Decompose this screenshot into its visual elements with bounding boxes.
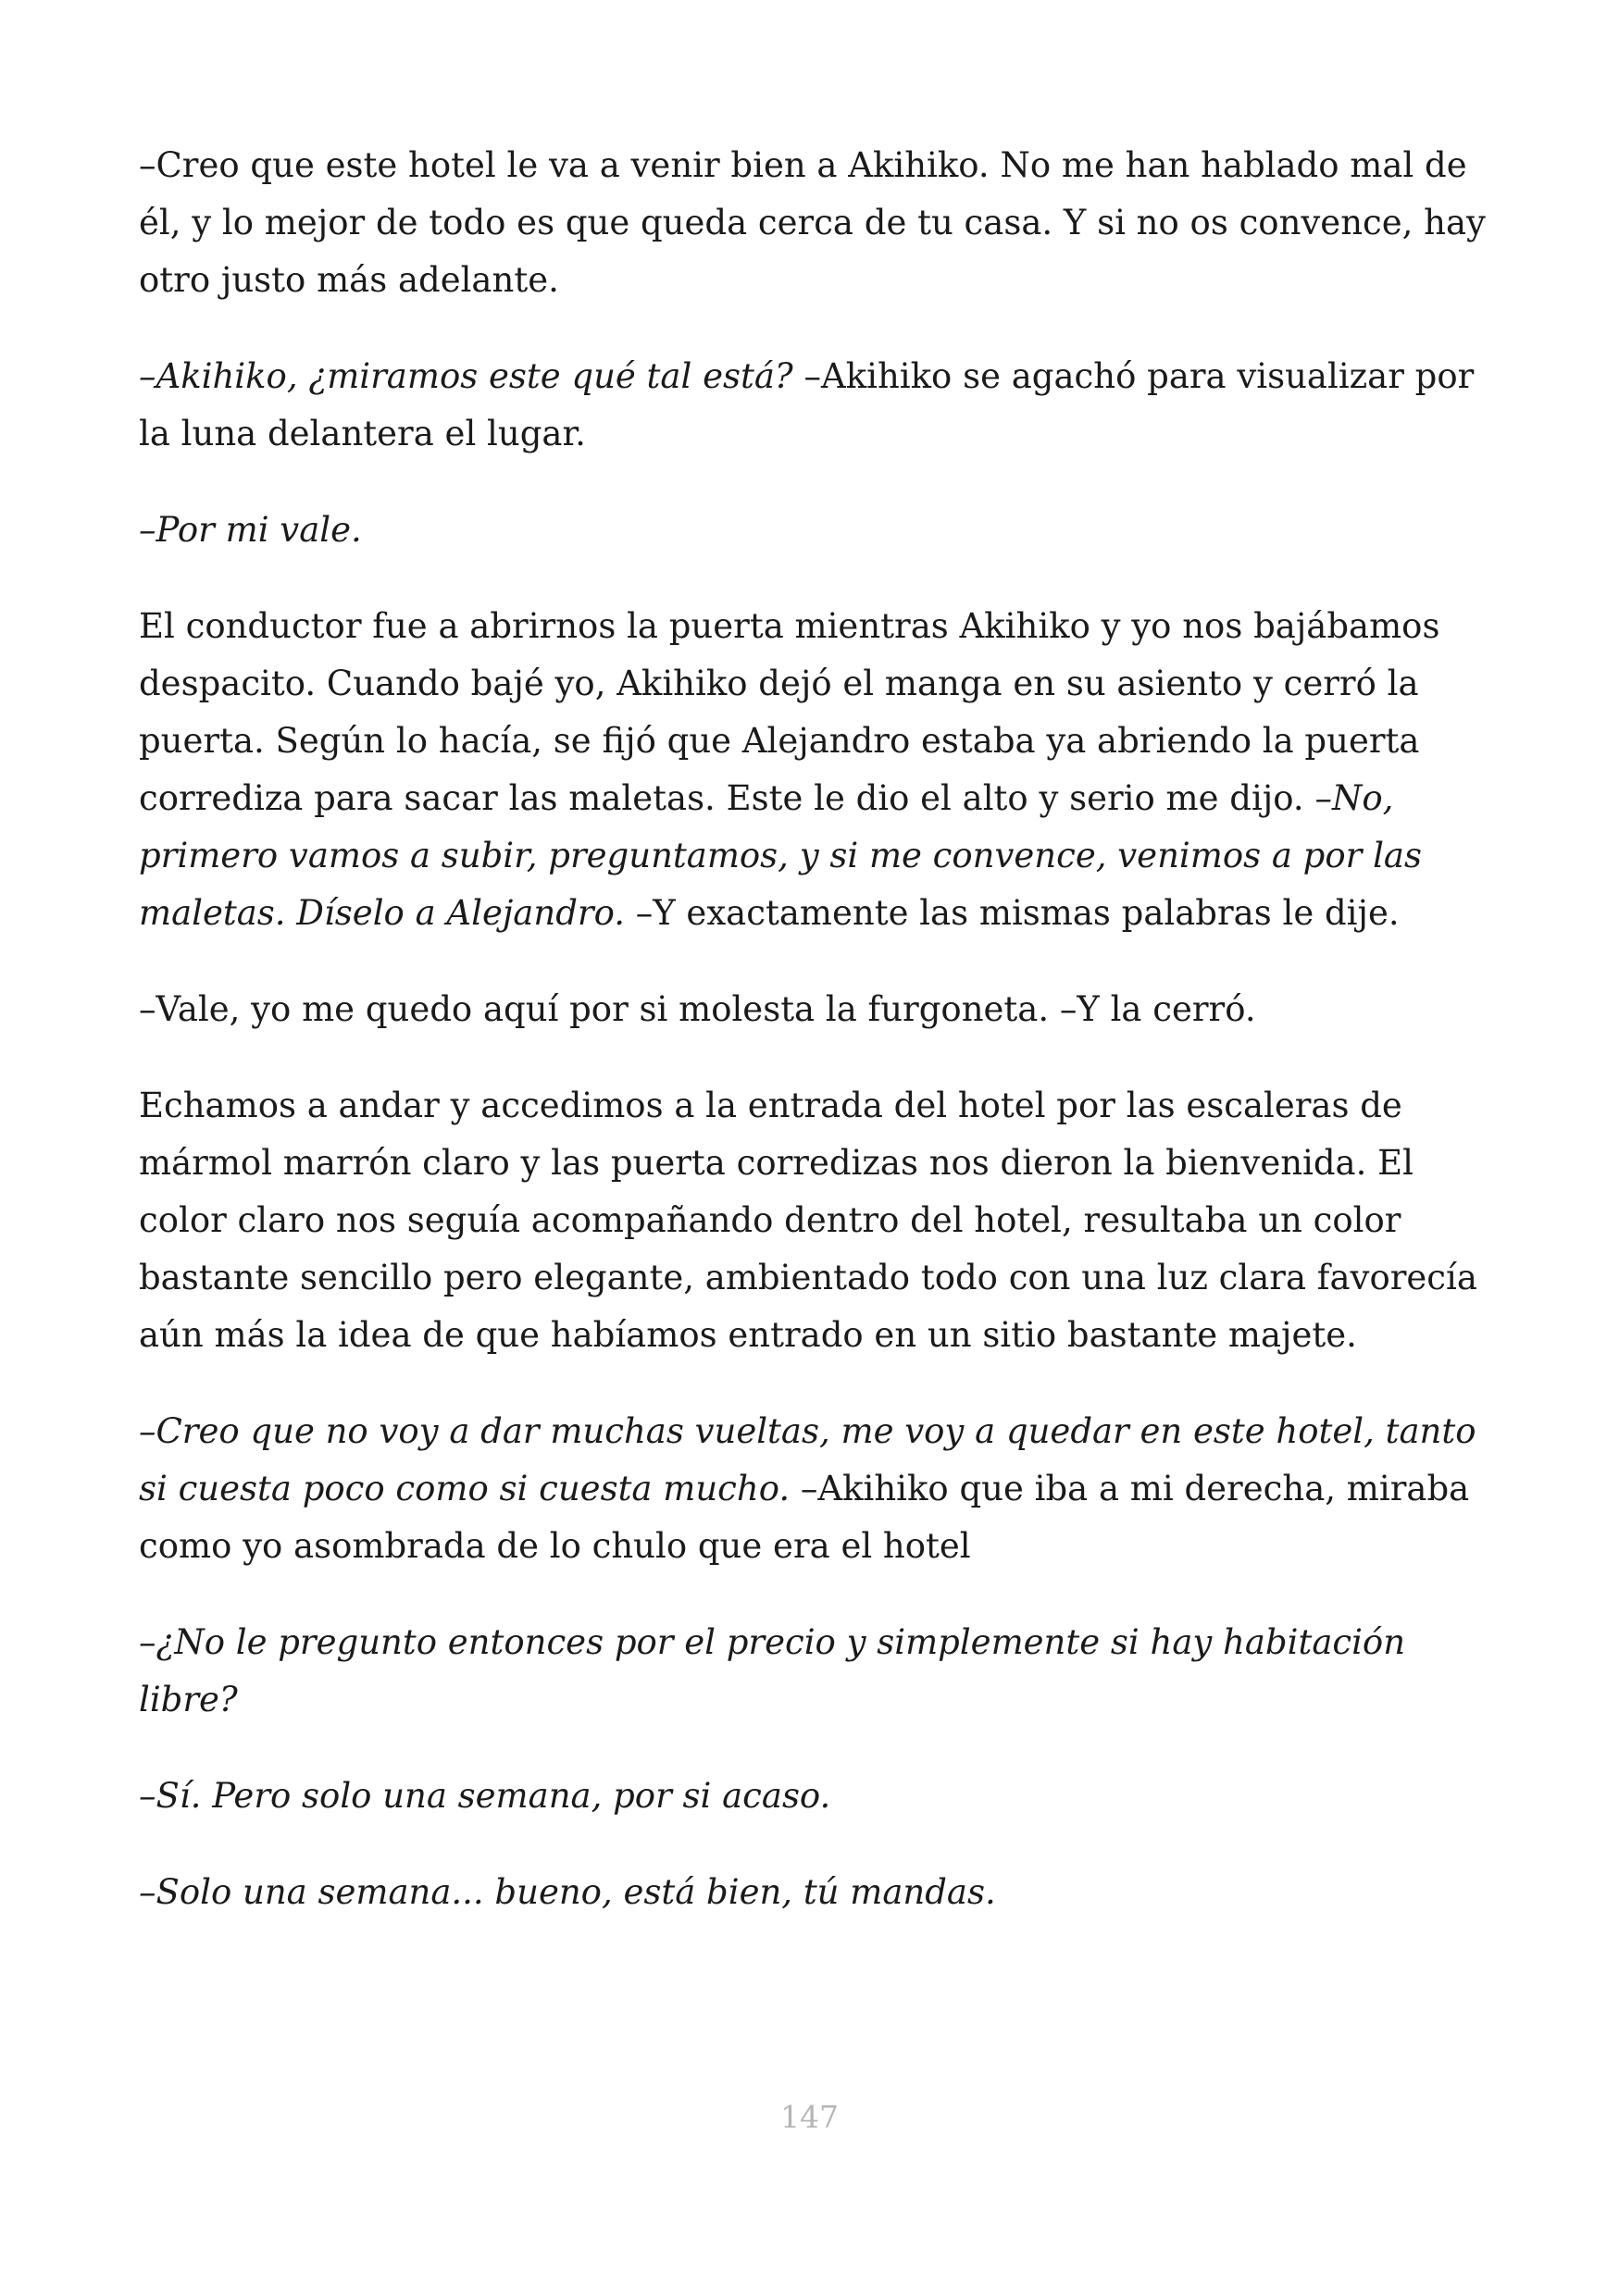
paragraph (139, 1077, 1490, 1364)
paragraph (139, 1768, 1490, 1825)
paragraph (139, 1403, 1490, 1575)
italic-dialogue-segment: –Akihiko, ¿miramos este qué tal está? (139, 356, 793, 396)
paragraph (139, 1864, 1490, 1921)
text-segment: Echamos a andar y accedimos a la entrada del hotel por las escaleras de mármol marrón claro y las puerta corredizas nos dieron la bienvenida. El color claro nos seguía acompañando dentro del hotel, resultaba un color bastante sencillo pero elegante, ambientado todo con una luz clara favorecía aún más la idea de que habíamos entrado en un sitio bastante majete. (139, 1086, 1477, 1355)
italic-dialogue-segment: –No, primero vamos a subir, preguntamos, y si me convence, venimos a por las maletas. Díselo a Alejandro. (139, 778, 1422, 933)
italic-dialogue-segment: –Solo una semana... bueno, está bien, tú mandas. (139, 1872, 996, 1912)
italic-dialogue-segment: –Por mi vale. (139, 510, 362, 550)
paragraph (139, 502, 1490, 559)
text-segment: –Vale, yo me quedo aquí por si molesta la furgoneta. –Y la cerró. (139, 989, 1256, 1029)
page-text-body (139, 137, 1490, 1960)
paragraph (139, 981, 1490, 1038)
italic-dialogue-segment: –Sí. Pero solo una semana, por si acaso. (139, 1776, 831, 1816)
text-segment: –Akihiko que iba a mi derecha, miraba como yo asombrada de lo chulo que era el hotel (139, 1469, 1470, 1566)
italic-dialogue-segment: –Creo que no voy a dar muchas vueltas, me voy a quedar en este hotel, tanto si cuesta poco como si cuesta mucho. (139, 1411, 1476, 1508)
text-segment: –Akihiko se agachó para visualizar por la luna delantera el lugar. (139, 356, 1475, 453)
paragraph (139, 598, 1490, 942)
page-number: 147 (780, 2099, 839, 2135)
paragraph (139, 1614, 1490, 1729)
text-segment: –Y exactamente las mismas palabras le dije. (624, 893, 1400, 933)
paragraph (139, 348, 1490, 463)
text-segment: –Creo que este hotel le va a venir bien a Akihiko. No me han hablado mal de él, y lo mejor de todo es que queda cerca de tu casa. Y si no os convence, hay otro justo más adelante. (139, 145, 1486, 300)
paragraph (139, 137, 1490, 309)
text-segment: El conductor fue a abrirnos la puerta mientras Akihiko y yo nos bajábamos despacito. Cuando bajé yo, Akihiko dejó el manga en su asiento y cerró la puerta. Según lo hacía, se fijó que Alejandro estaba ya abriendo la puerta corrediza para sacar las maletas. Este le dio el alto y serio me dijo. (139, 606, 1440, 818)
italic-dialogue-segment: –¿No le pregunto entonces por el precio y simplemente si hay habitación libre? (139, 1622, 1406, 1719)
